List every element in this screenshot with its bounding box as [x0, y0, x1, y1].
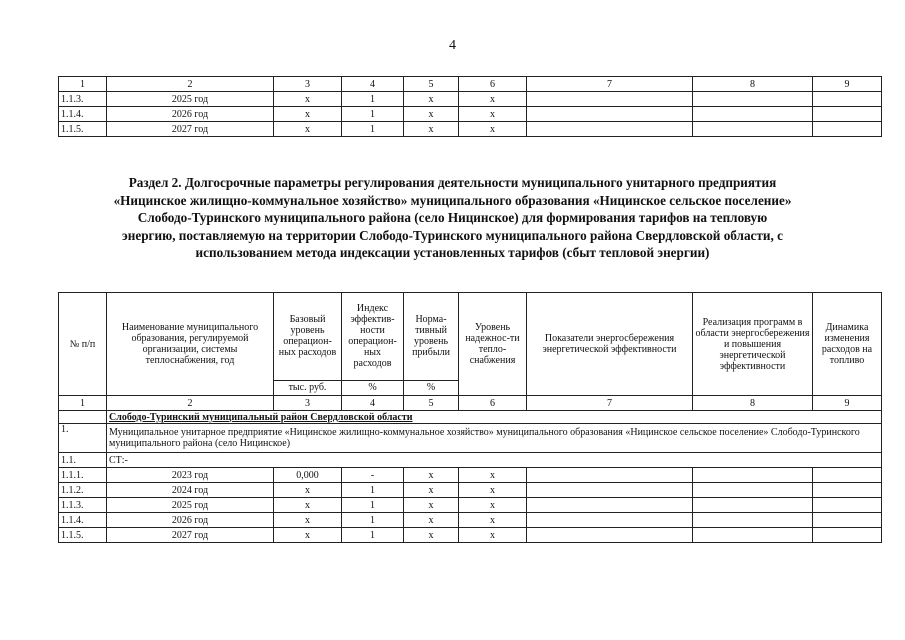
table-cell: 2027 год	[107, 528, 274, 543]
table-cell: х	[404, 107, 459, 122]
table-cell	[527, 92, 693, 107]
column-number-row	[59, 396, 882, 411]
table-cell: х	[404, 483, 459, 498]
table-cell	[693, 122, 813, 137]
table-cell: 2027 год	[107, 122, 274, 137]
parameters-table	[58, 292, 882, 543]
header-base-costs: Базовый уровень операцион-ных расходов	[274, 293, 342, 381]
table-cell: 1.1.4.	[59, 107, 107, 122]
col-number: 7	[527, 77, 693, 92]
table-cell	[813, 498, 882, 513]
table-cell: 1	[342, 92, 404, 107]
table-cell	[813, 483, 882, 498]
region-title-text: Слободо-Туринский муниципальный район Свердловской области	[109, 411, 413, 423]
table-row	[59, 498, 882, 513]
col-number: 7	[527, 396, 693, 411]
table-cell: х	[404, 498, 459, 513]
header-energy-saving: Показатели энергосбережения энергетической эффективности	[527, 293, 693, 396]
table-cell: 1.1.2.	[59, 483, 107, 498]
heading-line: «Ницинское жилищно-коммунальное хозяйство» муниципального образования «Ницинское сельское поселение»	[113, 192, 792, 208]
table-cell: 1.	[59, 424, 107, 453]
table-cell: 1.1.	[59, 453, 107, 468]
table-cell: 2023 год	[107, 468, 274, 483]
col-number: 1	[59, 396, 107, 411]
col-number: 9	[813, 396, 882, 411]
table-cell: х	[404, 92, 459, 107]
table-cell: 1.1.1.	[59, 468, 107, 483]
table-row	[59, 468, 882, 483]
table-cell: 2024 год	[107, 483, 274, 498]
table-cell: х	[404, 468, 459, 483]
table-cell	[813, 92, 882, 107]
table-row	[59, 122, 882, 137]
system-name: СТ:-	[107, 453, 882, 468]
table-cell: 1	[342, 107, 404, 122]
table-cell: 1.1.5.	[59, 122, 107, 137]
unit-base-costs: тыс. руб.	[274, 380, 342, 395]
table-cell: х	[404, 513, 459, 528]
table-cell	[59, 411, 107, 424]
table-cell	[693, 528, 813, 543]
col-number: 5	[404, 396, 459, 411]
table-cell	[693, 468, 813, 483]
table-cell: 0,000	[274, 468, 342, 483]
col-number: 6	[459, 396, 527, 411]
table-cell: х	[459, 107, 527, 122]
region-row	[59, 411, 882, 424]
table-cell: 1.1.3.	[59, 92, 107, 107]
heading-line: Слободо-Туринского муниципального района (село Ницинское) для формирования тарифов на тепловую	[137, 210, 768, 225]
table-cell: 2026 год	[107, 513, 274, 528]
heading-line: Раздел 2. Долгосрочные параметры регулирования деятельности муниципального унитарного предприятия	[128, 175, 777, 190]
col-number: 6	[459, 77, 527, 92]
organization-name: Муниципальное унитарное предприятие «Ницинское жилищно-коммунальное хозяйство» муниципального образования «Ницинское сельское поселение» Слободо-Туринского муниципального района (село Ницинское)	[107, 424, 882, 453]
table-cell: х	[459, 92, 527, 107]
header-programs: Реализация программ в области энергосбережения и повышения энергетической эффективности	[693, 293, 813, 396]
unit-profit-level: %	[404, 380, 459, 395]
table-cell	[813, 122, 882, 137]
table-cell: -	[342, 468, 404, 483]
table-cell: х	[459, 468, 527, 483]
table-cell: х	[274, 498, 342, 513]
table-cell	[527, 483, 693, 498]
table-cell	[527, 107, 693, 122]
table-cell: х	[274, 483, 342, 498]
table-cell: 1	[342, 513, 404, 528]
table-cell	[813, 528, 882, 543]
table-cell: х	[459, 483, 527, 498]
table-cell	[813, 107, 882, 122]
table-cell: х	[274, 107, 342, 122]
page-number: 4	[449, 38, 456, 53]
table-row	[59, 92, 882, 107]
table-cell	[527, 498, 693, 513]
col-number: 3	[274, 77, 342, 92]
table-cell: 2025 год	[107, 92, 274, 107]
unit-efficiency-index: %	[342, 380, 404, 395]
table-cell	[527, 528, 693, 543]
table-cell: х	[459, 498, 527, 513]
table-row	[59, 528, 882, 543]
table-cell: 1	[342, 498, 404, 513]
table-row	[59, 107, 882, 122]
col-number: 3	[274, 396, 342, 411]
table-cell	[693, 107, 813, 122]
table-cell: х	[274, 528, 342, 543]
table-cell	[527, 513, 693, 528]
table-cell: 1	[342, 483, 404, 498]
table-cell	[693, 513, 813, 528]
table-cell: х	[459, 513, 527, 528]
column-number-row	[59, 77, 882, 92]
col-number: 4	[342, 77, 404, 92]
header-name: Наименование муниципального образования, регулируемой организации, системы теплоснабжения, год	[107, 293, 274, 396]
section-heading	[40, 174, 865, 262]
col-number: 5	[404, 77, 459, 92]
continuation-table	[58, 76, 882, 137]
table-cell: х	[404, 528, 459, 543]
table-cell: х	[404, 122, 459, 137]
table-row	[59, 513, 882, 528]
table-cell: 1.1.4.	[59, 513, 107, 528]
header-profit-level: Норма-тивный уровень прибыли	[404, 293, 459, 381]
system-row	[59, 453, 882, 468]
table-cell: х	[459, 122, 527, 137]
col-number: 4	[342, 396, 404, 411]
col-number: 9	[813, 77, 882, 92]
header-reliability: Уровень надежнос-ти тепло-снабжения	[459, 293, 527, 396]
col-number: 2	[107, 396, 274, 411]
table-cell	[527, 122, 693, 137]
table-cell: х	[459, 528, 527, 543]
table-cell: 1	[342, 528, 404, 543]
table-cell: 1.1.3.	[59, 498, 107, 513]
header-num: № п/п	[59, 293, 107, 396]
col-number: 2	[107, 77, 274, 92]
table-cell: х	[274, 122, 342, 137]
table-cell	[693, 498, 813, 513]
organization-row	[59, 424, 882, 453]
table-cell: 2026 год	[107, 107, 274, 122]
heading-line: энергию, поставляемую на территории Слободо-Туринского муниципального района Свердловской области, с	[122, 227, 783, 243]
table-cell: х	[274, 513, 342, 528]
table-cell	[693, 92, 813, 107]
region-title	[107, 411, 882, 424]
table-cell: х	[274, 92, 342, 107]
col-number: 1	[59, 77, 107, 92]
table-cell: 1	[342, 122, 404, 137]
col-number: 8	[693, 396, 813, 411]
table-cell	[813, 468, 882, 483]
table-cell: 2025 год	[107, 498, 274, 513]
table-cell	[693, 483, 813, 498]
header-efficiency-index: Индекс эффектив-ности операцион-ных расходов	[342, 293, 404, 381]
header-fuel-dynamics: Динамика изменения расходов на топливо	[813, 293, 882, 396]
heading-line: использованием метода индексации установленных тарифов (сбыт тепловой энергии)	[195, 245, 710, 260]
table-row	[59, 483, 882, 498]
table-cell	[527, 468, 693, 483]
table-cell	[813, 513, 882, 528]
table-cell: 1.1.5.	[59, 528, 107, 543]
col-number: 8	[693, 77, 813, 92]
